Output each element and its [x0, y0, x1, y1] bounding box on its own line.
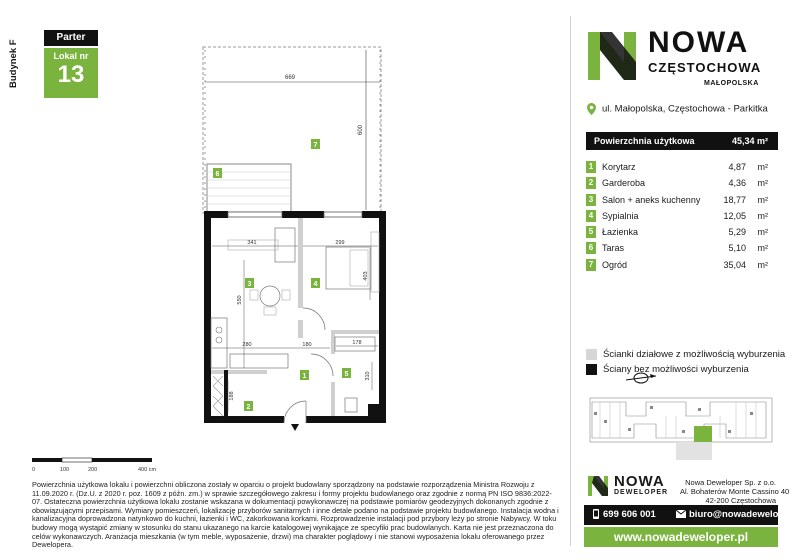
- room-list: [586, 160, 778, 274]
- room-area: 12,05: [723, 210, 746, 221]
- phone-link[interactable]: [592, 505, 656, 525]
- unit-number: 13: [57, 61, 85, 88]
- room-row: [586, 209, 778, 225]
- dim-188: 188: [229, 391, 235, 401]
- logo2-word-nowa: NOWA: [614, 473, 665, 490]
- legend-removable: [586, 349, 785, 360]
- company-info: [680, 478, 790, 505]
- phone-icon: [592, 509, 600, 519]
- legend-swatch-light: [586, 349, 597, 360]
- dim-310: 310: [365, 371, 371, 381]
- room-number: 7: [586, 259, 596, 271]
- floor-badge: Parter: [44, 30, 98, 46]
- svg-text:2: 2: [246, 404, 251, 411]
- svg-text:3: 3: [247, 281, 252, 288]
- logo-n-small-icon: [586, 474, 610, 498]
- dim-180: 180: [302, 342, 312, 348]
- website-link[interactable]: www.nowadeweloper.pl: [584, 527, 778, 547]
- svg-text:1: 1: [302, 373, 307, 380]
- legend-fixed: [586, 364, 749, 375]
- nowa-deweloper-logo: [586, 473, 669, 503]
- room-area: 4,36: [728, 178, 746, 189]
- room-unit: m²: [757, 243, 768, 254]
- room-unit: m²: [757, 210, 768, 221]
- room-number: 5: [586, 226, 596, 238]
- logo-word-malopolska: MAŁOPOLSKA: [704, 80, 759, 87]
- legend-removable-text: Ścianki działowe z możliwością wyburzenia: [603, 349, 786, 361]
- room-area: 4,87: [728, 162, 746, 172]
- scale-100: 100: [60, 467, 70, 473]
- svg-text:5: 5: [344, 371, 349, 378]
- garden-width-label: 669: [284, 75, 296, 81]
- room-row: [586, 225, 778, 241]
- room-area: 18,77: [723, 194, 746, 205]
- map-pin-icon: [587, 103, 596, 115]
- logo2-word-deweloper: DEWELOPER: [614, 489, 669, 496]
- area-value: 45,34 m²: [731, 136, 768, 146]
- room-name: Taras: [602, 243, 625, 254]
- svg-text:4: 4: [313, 281, 318, 288]
- room-unit: m²: [757, 194, 768, 205]
- dim-178: 178: [352, 340, 362, 346]
- company-street: Al. Bohaterów Monte Cassino 40: [680, 487, 790, 496]
- legend-swatch-dark: [586, 364, 597, 375]
- site-plan-map: [586, 392, 776, 462]
- mail-icon: [676, 510, 686, 518]
- room-unit: m²: [757, 227, 768, 238]
- room-name: Ogród: [602, 259, 628, 270]
- room-area: 35,04: [723, 259, 746, 270]
- logo-word-czestochowa: CZĘSTOCHOWA: [648, 60, 762, 75]
- room-unit: m²: [757, 162, 768, 172]
- email-address: biuro@nowadeweloper.pl: [689, 509, 804, 520]
- room-row: [586, 258, 778, 274]
- dim-550: 550: [237, 295, 243, 305]
- company-city: 42-200 Częstochowa: [705, 496, 776, 505]
- room-number: 3: [586, 194, 596, 206]
- dim-403: 403: [363, 271, 369, 281]
- dim-299: 299: [335, 240, 345, 246]
- north-arrow-icon: [626, 371, 656, 385]
- building-label: Budynek F: [8, 39, 19, 88]
- room-name: Garderoba: [602, 178, 646, 189]
- phone-number: 699 606 001: [603, 509, 656, 520]
- room-number: 2: [586, 177, 596, 189]
- room-area: 5,10: [728, 243, 746, 254]
- address-text: ul. Małopolska, Częstochowa - Parkitka: [602, 103, 768, 115]
- room-number: 6: [586, 242, 596, 254]
- scale-bar: [32, 458, 162, 478]
- dim-280: 280: [242, 342, 252, 348]
- address: [587, 103, 768, 115]
- contact-bar: [584, 505, 804, 525]
- room-row: [586, 241, 778, 257]
- scale-400: 400 cm: [138, 467, 157, 473]
- room-name: Sypialnia: [602, 210, 639, 221]
- room-row: [586, 193, 778, 209]
- unit-label: Lokal nr: [53, 51, 89, 61]
- company-name: Nowa Deweloper Sp. z o.o.: [685, 478, 776, 487]
- room-unit: m²: [757, 259, 768, 270]
- svg-text:7: 7: [313, 142, 318, 149]
- scale-0: 0: [32, 467, 36, 473]
- svg-text:6: 6: [215, 171, 220, 178]
- dim-341: 341: [247, 240, 257, 246]
- room-name: Łazienka: [602, 227, 639, 238]
- garden-depth-label: 600: [358, 124, 364, 136]
- scale-200: 200: [88, 467, 98, 473]
- room-number: 4: [586, 210, 596, 222]
- room-number: 1: [586, 161, 596, 173]
- room-area: 5,29: [728, 227, 746, 238]
- legend-fixed-text: Ściany bez możliwości wyburzenia: [603, 364, 749, 376]
- logo-n-icon: [584, 28, 640, 84]
- room-row: [586, 160, 778, 176]
- email-link[interactable]: [676, 505, 804, 525]
- room-unit: m²: [757, 178, 768, 189]
- nowa-czestochowa-logo: [584, 26, 762, 89]
- logo-word-nowa: NOWA: [648, 26, 750, 59]
- room-name: Korytarz: [602, 162, 636, 172]
- room-row: [586, 176, 778, 192]
- disclaimer-text: Powierzchnia użytkowa lokalu i powierzchni obliczona zostały w oparciu o projekt budowlany sporządzony na podstawie rozporządzenia Ministra Rozwoju z 11.09.2020 r. (Dz.U. z 2020 r. poz. 1609 z późn. zm.) w sprawie szczegółowego zakresu i formy projektu budowlanego oraz zgodnie z normą PN ISO 9836:2022-07. Ostateczna powierzchnia użytkowa lokalu zostanie wskazana w dokumentacji powykonawczej na podstawie pomiarów geodezyjnych dokonanych zgodnie z obowiązującymi przepisami. Wymiary pomieszczeń, lokalizację przyborów sanitarnych i inne detale podano na podstawie projektu budowlanego. Instalacja wodna i kanalizacyjna doprowadzona natynkowo do kuchni, łazienki i WC, zakorkowana korkami. Rozprowadzenie instalacji pod przybory leży po stronie Nabywcy. W toku budowy mogą wystąpić zmiany w stosunku do stanu ukazanego na karcie katalogowej wynikające ze specyfiki prac budowlanych. Karta nie jest przeznaczona do celów wykonawczych. Aranżacja mieszkania (w tym meble, wyposażenie, drzwi) ma charakter poglądowy i nie stanowi wyposażenia lokalu oferowanego przez Dewelopera.: [32, 480, 559, 550]
- area-label: Powierzchnia użytkowa: [594, 136, 695, 146]
- vertical-separator: [570, 16, 571, 546]
- room-name: Salon + aneks kuchenny: [602, 194, 701, 205]
- area-header: [586, 132, 778, 150]
